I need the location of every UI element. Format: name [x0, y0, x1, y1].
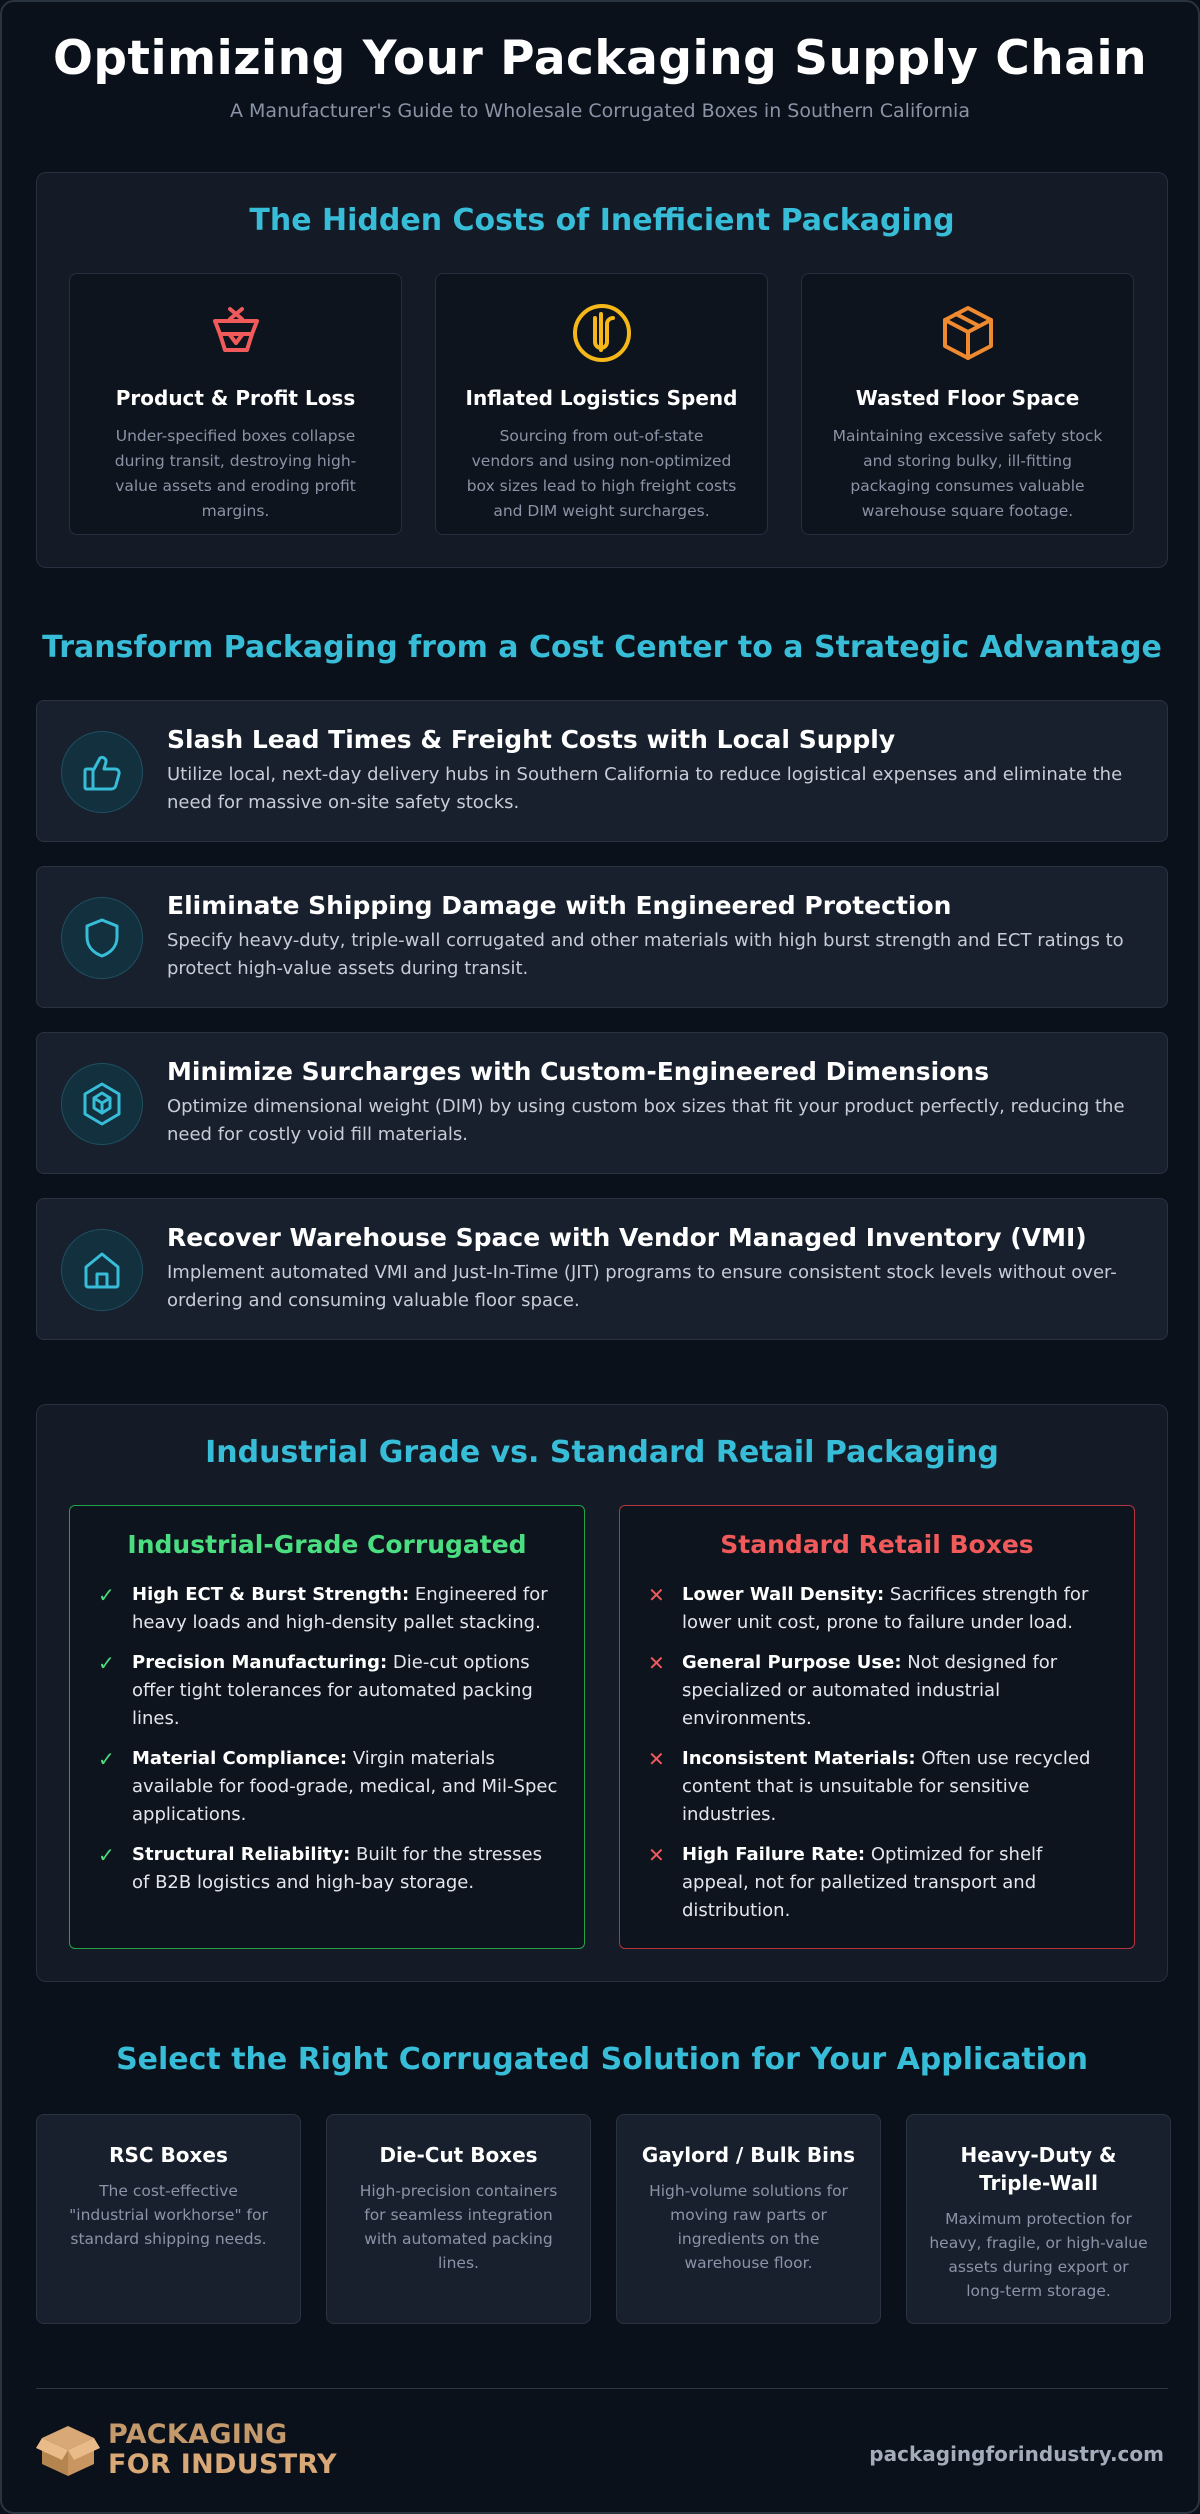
- check-icon: ✓: [98, 1747, 115, 1771]
- solution-card-gaylord: [616, 2114, 881, 2324]
- page-subtitle: A Manufacturer's Guide to Wholesale Corrugated Boxes in Southern California: [230, 100, 970, 122]
- list-item: ✕ High Failure Rate: Optimized for shelf appeal, not for palletized transport and distribution.: [648, 1843, 1043, 1921]
- comparison-title: Industrial Grade vs. Standard Retail Packaging: [205, 1435, 999, 1470]
- benefit-title: Recover Warehouse Space with Vendor Managed Inventory (VMI): [167, 1223, 1087, 1252]
- cost-card-logistics: [435, 273, 768, 535]
- cost-card-text: Maintaining excessive safety stock and storing bulky, ill-fitting packaging consumes valuable warehouse square footage.: [832, 427, 1103, 520]
- logo-line-2: FOR INDUSTRY: [108, 2449, 337, 2480]
- x-icon: ✕: [648, 1651, 665, 1675]
- coin-dollar-icon: [436, 302, 767, 364]
- standard-retail-column: [619, 1505, 1135, 1949]
- cost-card-text: Under-specified boxes collapse during transit, destroying high-value assets and eroding profit margins.: [114, 427, 357, 520]
- solution-card-die-cut: [326, 2114, 591, 2324]
- broken-box-icon: [70, 302, 401, 364]
- solution-text: High-volume solutions for moving raw parts or ingredients on the warehouse floor.: [649, 2182, 848, 2272]
- solutions-title: Select the Right Corrugated Solution for Your Application: [116, 2042, 1088, 2077]
- footer-divider: [36, 2388, 1168, 2389]
- benefit-custom-dimensions: [36, 1032, 1168, 1174]
- solution-text: High-precision containers for seamless integration with automated packing lines.: [359, 2182, 558, 2272]
- solutions-grid: [36, 2114, 1171, 2324]
- solution-title: Gaylord / Bulk Bins: [641, 2143, 856, 2167]
- benefit-title: Slash Lead Times & Freight Costs with Local Supply: [167, 725, 896, 754]
- cost-card-floor-space: [801, 273, 1134, 535]
- list-item: ✓ Structural Reliability: Built for the stresses of B2B logistics and high-bay storage.: [98, 1843, 543, 1893]
- cost-card-text: Sourcing from out-of-state vendors and using non-optimized box sizes lead to high freight costs and DIM weight surcharges.: [466, 427, 737, 520]
- list-item: ✕ Inconsistent Materials: Often use recycled content that is unsuitable for sensitive industries.: [648, 1747, 1091, 1825]
- solution-title: Die-Cut Boxes: [379, 2143, 538, 2167]
- benefit-text: Utilize local, next-day delivery hubs in Southern California to reduce logistical expenses and eliminate the need for massive on-site safety stocks.: [167, 764, 1123, 813]
- list-item: ✓ Material Compliance: Virgin materials available for food-grade, medical, and Mil-Spec applications.: [98, 1747, 558, 1825]
- list-item: ✓ High ECT & Burst Strength: Engineered for heavy loads and high-density pallet stacking.: [98, 1583, 548, 1633]
- box-icon: [802, 302, 1133, 364]
- solution-title: Heavy-Duty & Triple-Wall: [960, 2143, 1117, 2195]
- solution-text: Maximum protection for heavy, fragile, or high-value assets during export or long-term storage.: [929, 2210, 1148, 2300]
- x-icon: ✕: [648, 1747, 665, 1771]
- hidden-costs-title: The Hidden Costs of Inefficient Packaging: [249, 203, 955, 238]
- hidden-costs-section: [36, 172, 1168, 568]
- logo-box-icon: [36, 2420, 100, 2480]
- list-item: ✕ Lower Wall Density: Sacrifices strength for lower unit cost, prone to failure under load.: [648, 1583, 1089, 1633]
- benefit-text: Implement automated VMI and Just-In-Time (JIT) programs to ensure consistent stock levels without over-ordering and consuming valuable floor space.: [167, 1262, 1117, 1311]
- cost-card-title: Inflated Logistics Spend: [465, 386, 738, 410]
- benefit-text: Specify heavy-duty, triple-wall corrugated and other materials with high burst strength and ECT ratings to protect high-value assets during transit.: [167, 930, 1124, 979]
- logo-line-1: PACKAGING: [108, 2419, 288, 2450]
- benefit-text: Optimize dimensional weight (DIM) by using custom box sizes that fit your product perfectly, reducing the need for costly void fill materials.: [167, 1096, 1125, 1145]
- benefit-local-supply: [36, 700, 1168, 842]
- benefit-vmi: [36, 1198, 1168, 1340]
- cost-card-product-loss: [69, 273, 402, 535]
- list-item: ✓ Precision Manufacturing: Die-cut options offer tight tolerances for automated packing lines.: [98, 1651, 533, 1729]
- x-icon: ✕: [648, 1583, 665, 1607]
- list-item: ✕ General Purpose Use: Not designed for specialized or automated industrial environments.: [648, 1651, 1058, 1729]
- home-icon: [61, 1229, 143, 1311]
- shield-icon: [61, 897, 143, 979]
- industrial-grade-title: Industrial-Grade Corrugated: [127, 1530, 527, 1559]
- website-link[interactable]: packagingforindustry.com: [869, 2442, 1164, 2466]
- industrial-grade-column: [69, 1505, 585, 1949]
- hexagon-box-icon: [61, 1063, 143, 1145]
- check-icon: ✓: [98, 1651, 115, 1675]
- solution-card-rsc: [36, 2114, 301, 2324]
- comparison-section: [36, 1404, 1168, 1982]
- solution-text: The cost-effective "industrial workhorse" for standard shipping needs.: [69, 2182, 268, 2248]
- x-icon: ✕: [648, 1843, 665, 1867]
- transform-title: Transform Packaging from a Cost Center to a Strategic Advantage: [42, 630, 1162, 665]
- benefit-engineered-protection: [36, 866, 1168, 1008]
- cost-card-title: Wasted Floor Space: [855, 386, 1080, 410]
- header: [2, 2, 1198, 122]
- thumbs-up-icon: [61, 731, 143, 813]
- solution-card-heavy-duty: [906, 2114, 1171, 2324]
- solution-title: RSC Boxes: [109, 2143, 228, 2167]
- page-title: Optimizing Your Packaging Supply Chain: [52, 31, 1148, 86]
- cost-card-title: Product & Profit Loss: [115, 386, 356, 410]
- benefit-title: Eliminate Shipping Damage with Engineered Protection: [167, 891, 952, 920]
- check-icon: ✓: [98, 1843, 115, 1867]
- brand-logo: [36, 2420, 337, 2480]
- check-icon: ✓: [98, 1583, 115, 1607]
- standard-retail-title: Standard Retail Boxes: [720, 1530, 1034, 1559]
- benefit-title: Minimize Surcharges with Custom-Engineered Dimensions: [167, 1057, 990, 1086]
